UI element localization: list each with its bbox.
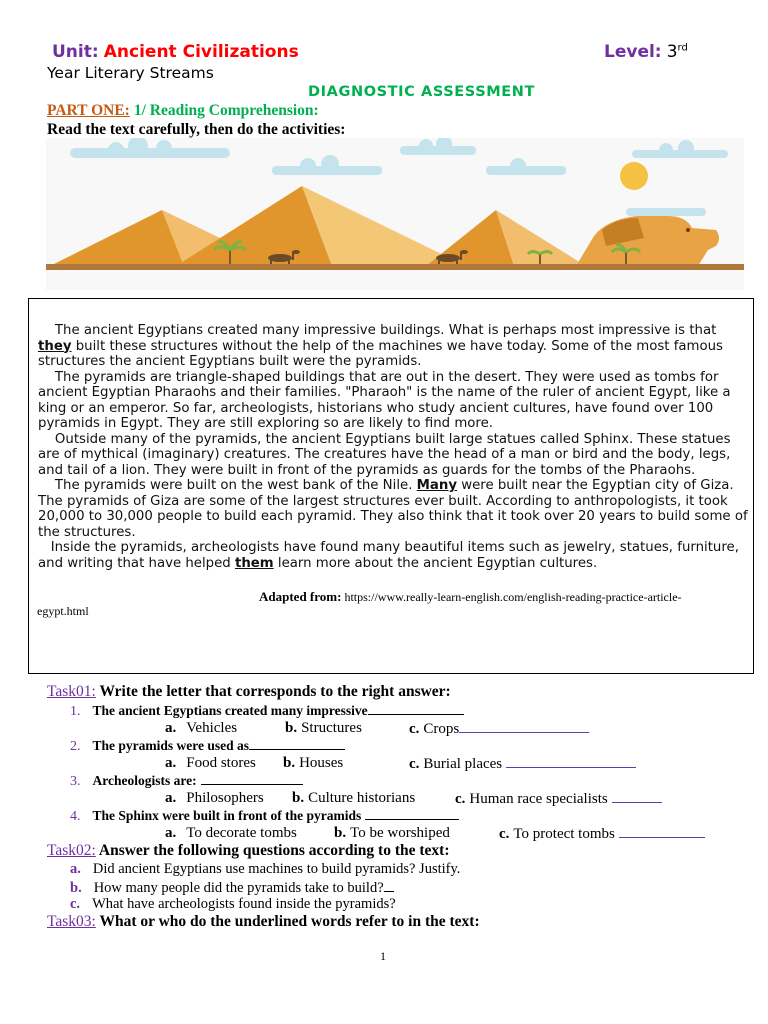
question-4-option-c: c. To protect tombs [499, 824, 705, 843]
underlined-word-many: Many [416, 478, 457, 493]
unit-value: Ancient Civilizations [103, 42, 299, 62]
question-1-options: a. Vehicles [165, 720, 238, 736]
reading-instruction: Read the text carefully, then do the activities: [47, 121, 346, 138]
passage-paragraph: The pyramids are triangle-shaped buildings that are out in the desert. They were used as tombs for ancient Egyptian Pharaohs and their families. "Pharaoh" is the name of the ruler of ancient Egypt, like a king or an emperor. So far, archeologists, historians who study ancient cultures, have found over 100 pyramids in Egypt. They are still exploring so are likely to find more. [38, 369, 731, 431]
unit-label: Unit: [52, 42, 99, 62]
question-4: 4. The Sphinx were built in front of the pyramids [70, 806, 459, 825]
task03-label: Task03: [47, 913, 96, 930]
source-url: https://www.really-learn-english.com/english-reading-practice-article- [344, 590, 682, 604]
answer-blank[interactable] [384, 878, 394, 892]
sun-icon [620, 162, 648, 190]
question-3-option-b: b. Culture historians [292, 790, 416, 806]
question-4-option-a: a. To decorate tombs [165, 825, 297, 841]
task02-item-a: a. Did ancient Egyptians use machines to build pyramids? Justify. [70, 861, 461, 877]
task02-heading [47, 842, 449, 860]
level-label: Level: [604, 42, 662, 62]
task01-heading [47, 683, 451, 701]
part-one-title: 1/ Reading Comprehension: [133, 102, 319, 119]
task02-item-b: b. How many people did the pyramids take to build? [70, 878, 394, 897]
answer-blank[interactable] [619, 824, 705, 838]
question-1-option-c: c. Crops [409, 719, 589, 738]
unit-heading [52, 42, 299, 62]
answer-blank[interactable] [249, 736, 345, 750]
question-2-option-a: a. Food stores [165, 755, 256, 771]
question-3-option-a: a. Philosophers [165, 790, 264, 806]
answer-blank[interactable] [201, 771, 303, 785]
question-1: 1. The ancient Egyptians created many impressive [70, 701, 464, 720]
part-one-heading [47, 102, 319, 120]
ground-line [46, 264, 744, 270]
question-4-option-b: b. To be worshiped [334, 825, 450, 841]
answer-blank[interactable] [365, 806, 459, 820]
subtitle: Year Literary Streams [47, 64, 214, 82]
question-2-option-c: c. Burial places [409, 754, 636, 773]
passage-paragraph: The pyramids were built on the west bank of the Nile. Many were built near the Egyptian city of Giza. The pyramids of Giza are some of the largest structures ever built. According to anthropologists, it took 20,000 to 30,000 people to build each pyramid. They also think that it took over 20 years to build some of the structures. [38, 478, 748, 540]
question-3-option-c: c. Human race specialists [455, 789, 662, 808]
task03-heading [47, 913, 480, 931]
task02-item-c: c. What have archeologists found inside the pyramids? [70, 896, 396, 912]
underlined-word-they: they [38, 338, 72, 354]
passage-paragraph: Outside many of the pyramids, the ancient Egyptians built large statues called Sphinx. These statues are of mythical (imaginary) creatures. The creatures have the head of a man or bird and the body, legs, and tail of a lion. They were built in front of the pyramids as guards for the tombs of the Pharaohs. [38, 431, 731, 478]
answer-blank[interactable] [506, 754, 636, 768]
passage-paragraph: Inside the pyramids, archeologists have found many beautiful items such as jewelry, statues, furniture, and writing that have helped them learn more about the ancient Egyptian cultures. [38, 540, 739, 571]
answer-blank[interactable] [612, 789, 662, 803]
question-3: 3. Archeologists are: [70, 771, 303, 790]
reading-passage-box [28, 298, 754, 674]
task02-label: Task02: [47, 842, 96, 859]
passage-paragraph: The ancient Egyptians created many impressive buildings. What is perhaps most impressive is that they built these structures without the help of the machines we have today. Some of the most famous structures the ancient Egyptians built were the pyramids. [38, 323, 723, 369]
source-citation [259, 589, 682, 605]
answer-blank[interactable] [368, 701, 464, 715]
question-1-option-b: b. Structures [285, 720, 362, 736]
pyramids-illustration [46, 138, 744, 290]
level-value: 3 [666, 42, 678, 62]
answer-blank[interactable] [459, 719, 589, 733]
task01-label: Task01: [47, 683, 96, 700]
task03-instruction: What or who do the underlined words refer to in the text: [95, 913, 480, 930]
assessment-title: DIAGNOSTIC ASSESSMENT [308, 84, 535, 100]
part-one-label: PART ONE: [47, 102, 130, 119]
task01-instruction: Write the letter that corresponds to the right answer: [95, 683, 451, 700]
reading-passage [38, 323, 748, 571]
source-url-continued: egypt.html [37, 604, 89, 618]
level-heading [604, 42, 688, 62]
question-2-option-b: b. Houses [283, 755, 344, 771]
underlined-word-them: them [234, 555, 274, 571]
adapted-from-label: Adapted from: [259, 589, 342, 604]
page-number: 1 [380, 949, 386, 963]
question-2: 2. The pyramids were used as [70, 736, 345, 755]
task02-instruction: Answer the following questions according to the text: [95, 842, 450, 859]
level-superscript: rd [677, 42, 688, 54]
